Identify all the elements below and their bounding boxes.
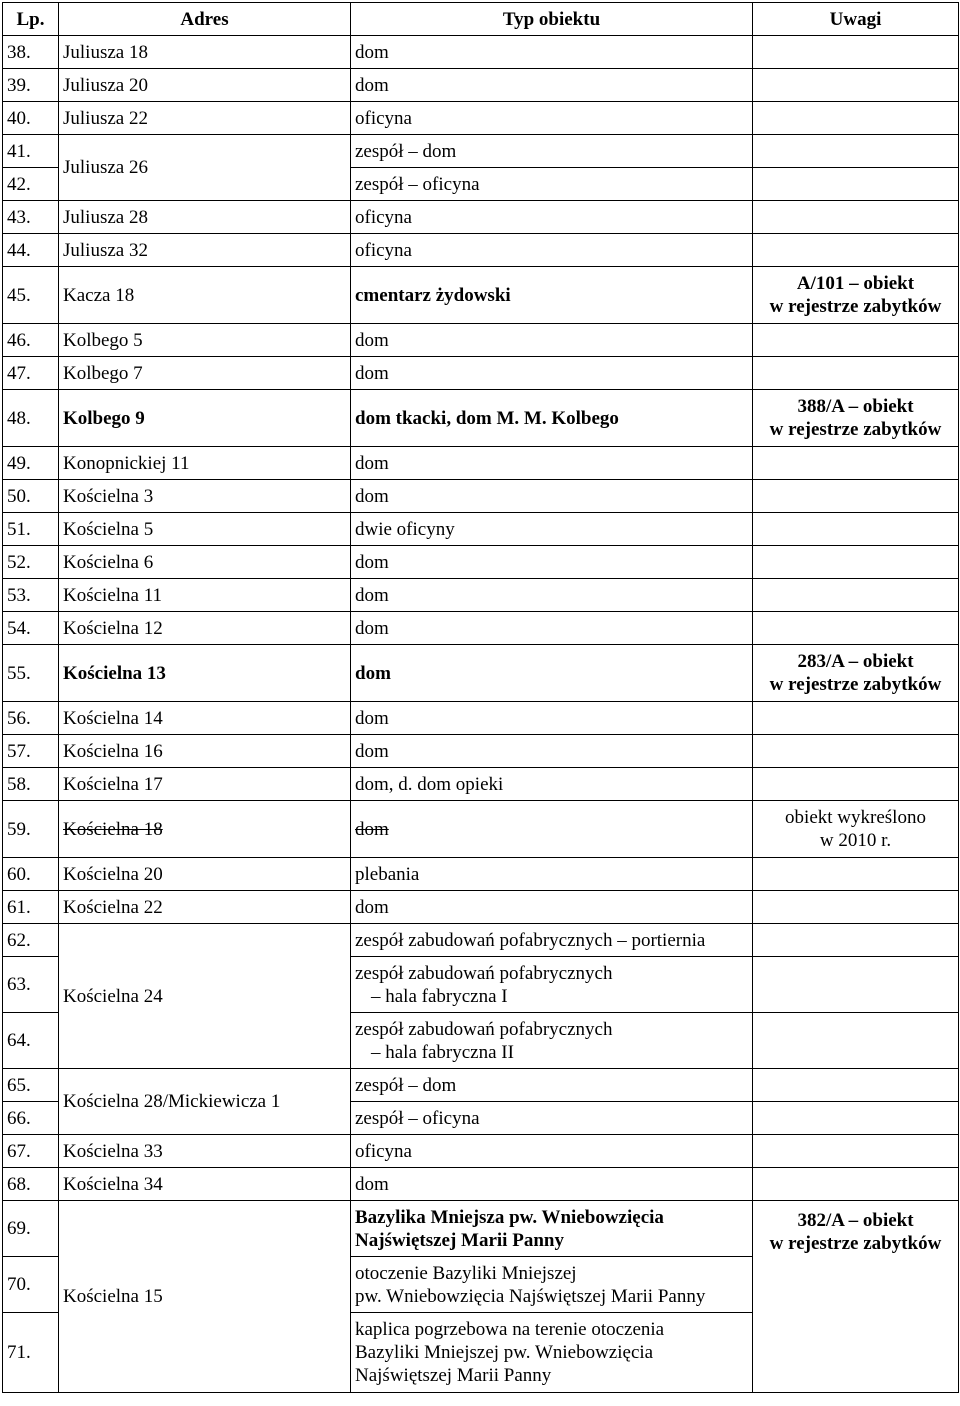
note-line: 283/A – obiekt [797,651,914,672]
group-adres: Kościelna 24 [59,924,351,1069]
row-uwagi [753,924,959,957]
row-lp: 46. [3,324,59,357]
group-adres: Kościelna 28/Mickiewicza 1 [59,1069,351,1135]
row-adres: Juliusza 32 [59,234,351,267]
table-row [3,546,959,579]
row-uwagi [753,69,959,102]
row-uwagi [753,1102,959,1135]
monuments-table [2,2,959,1393]
row-typ: dom [351,447,753,480]
note-line: w rejestrze zabytków [769,419,942,440]
row-lp: 48. [3,390,59,447]
table-row [3,357,959,390]
row-lp: 44. [3,234,59,267]
row-lp: 58. [3,768,59,801]
row-uwagi [753,480,959,513]
table-row [3,267,959,324]
row-adres: Kościelna 33 [59,1135,351,1168]
table-row [3,234,959,267]
row-uwagi [753,801,959,858]
group-adres: Kościelna 15 [59,1201,351,1393]
row-adres: Juliusza 22 [59,102,351,135]
row-typ: zespół – dom [351,135,753,168]
row-typ: dom [351,612,753,645]
note-line: 382/A – obiekt [797,1210,914,1231]
row-adres: Kościelna 22 [59,891,351,924]
row-adres: Kościelna 18 [59,801,351,858]
row-typ: dom [351,801,753,858]
row-typ: dom [351,36,753,69]
row-typ [351,1013,753,1069]
row-lp: 66. [3,1102,59,1135]
table-row [3,924,959,957]
row-typ: cmentarz żydowski [351,267,753,324]
row-lp: 53. [3,579,59,612]
row-typ: oficyna [351,201,753,234]
row-adres: Kościelna 12 [59,612,351,645]
row-lp: 71. [3,1313,59,1393]
row-uwagi [753,102,959,135]
note-line: A/101 – obiekt [796,273,915,294]
row-adres: Kolbego 5 [59,324,351,357]
table-row [3,1069,959,1102]
row-typ: dom [351,645,753,702]
row-uwagi [753,513,959,546]
row-uwagi [753,1013,959,1069]
note-line: w rejestrze zabytków [769,296,942,317]
row-uwagi [753,324,959,357]
row-typ: oficyna [351,1135,753,1168]
header-row [3,3,959,36]
table-row [3,702,959,735]
table-row [3,645,959,702]
row-typ [351,1201,753,1257]
row-typ: dom [351,324,753,357]
row-lp: 63. [3,957,59,1013]
row-lp: 68. [3,1168,59,1201]
row-typ: dom [351,579,753,612]
typ-line: Najświętszej Marii Panny [355,1229,564,1251]
row-uwagi [753,612,959,645]
note-line: 388/A – obiekt [797,396,914,417]
note-line: w 2010 r. [819,830,892,851]
row-lp: 57. [3,735,59,768]
row-typ: dom [351,735,753,768]
table-row [3,768,959,801]
row-typ: oficyna [351,102,753,135]
row-lp: 60. [3,858,59,891]
row-typ: oficyna [351,234,753,267]
typ-line: – hala fabryczna I [371,985,508,1007]
row-uwagi [753,168,959,201]
row-adres: Kościelna 6 [59,546,351,579]
row-lp: 52. [3,546,59,579]
row-typ: dom [351,702,753,735]
row-uwagi [753,390,959,447]
row-typ: dom [351,480,753,513]
table-row [3,36,959,69]
row-lp: 56. [3,702,59,735]
row-lp: 55. [3,645,59,702]
row-adres: Kościelna 20 [59,858,351,891]
row-typ: dom [351,546,753,579]
row-adres: Kościelna 5 [59,513,351,546]
row-lp: 70. [3,1257,59,1313]
row-adres: Kościelna 14 [59,702,351,735]
table-row [3,447,959,480]
table-row [3,858,959,891]
row-adres: Kościelna 3 [59,480,351,513]
row-uwagi [753,546,959,579]
header-typ: Typ obiektu [351,3,753,36]
typ-line: kaplica pogrzebowa na terenie otoczenia [355,1319,665,1340]
row-typ: dom [351,1168,753,1201]
typ-line: Bazylika Mniejsza pw. Wniebowzięcia [355,1206,664,1228]
row-typ: dwie oficyny [351,513,753,546]
row-lp: 38. [3,36,59,69]
row-uwagi [753,135,959,168]
row-adres: Kolbego 7 [59,357,351,390]
table-row [3,102,959,135]
row-uwagi [753,957,959,1013]
row-uwagi [753,702,959,735]
note-line: w rejestrze zabytków [769,674,942,695]
row-adres: Konopnickiej 11 [59,447,351,480]
row-uwagi [753,1168,959,1201]
row-uwagi [753,447,959,480]
row-adres: Kościelna 34 [59,1168,351,1201]
row-lp: 43. [3,201,59,234]
typ-line: Bazyliki Mniejszej pw. Wniebowzięcia [355,1342,654,1363]
row-uwagi [753,234,959,267]
row-lp: 50. [3,480,59,513]
row-adres: Kościelna 16 [59,735,351,768]
row-lp: 40. [3,102,59,135]
table-row [3,612,959,645]
row-lp: 67. [3,1135,59,1168]
typ-line: pw. Wniebowzięcia Najświętszej Marii Panny [355,1285,706,1307]
row-typ [351,957,753,1013]
row-uwagi [753,267,959,324]
typ-line: – hala fabryczna II [371,1041,514,1063]
note-line: obiekt wykreślono [785,807,926,828]
table-row [3,324,959,357]
row-lp: 62. [3,924,59,957]
row-typ: zespół – oficyna [351,168,753,201]
row-adres: Kacza 18 [59,267,351,324]
row-lp: 69. [3,1201,59,1257]
row-typ: zespół – oficyna [351,1102,753,1135]
group-adres: Juliusza 26 [59,135,351,201]
row-adres: Juliusza 20 [59,69,351,102]
table-row [3,891,959,924]
row-typ: zespół – dom [351,1069,753,1102]
table-row [3,801,959,858]
table-row [3,69,959,102]
row-uwagi [753,1135,959,1168]
typ-line: zespół zabudowań pofabrycznych [355,962,613,984]
table-row [3,480,959,513]
row-lp: 65. [3,1069,59,1102]
table-row [3,1201,959,1257]
row-uwagi [753,36,959,69]
row-typ: dom [351,357,753,390]
header-lp: Lp. [3,3,59,36]
row-typ: zespół zabudowań pofabrycznych – portiernia [351,924,753,957]
row-adres: Kościelna 13 [59,645,351,702]
row-lp: 42. [3,168,59,201]
row-lp: 54. [3,612,59,645]
table-row [3,1135,959,1168]
header-adres: Adres [59,3,351,36]
row-typ [351,1257,753,1313]
table-row [3,201,959,234]
table-row [3,735,959,768]
row-lp: 47. [3,357,59,390]
row-lp: 51. [3,513,59,546]
row-lp: 45. [3,267,59,324]
row-adres: Kolbego 9 [59,390,351,447]
row-uwagi [753,735,959,768]
row-adres: Kościelna 11 [59,579,351,612]
row-adres: Kościelna 17 [59,768,351,801]
row-typ: dom, d. dom opieki [351,768,753,801]
typ-line: otoczenie Bazyliki Mniejszej [355,1262,577,1284]
typ-line: Najświętszej Marii Panny [355,1365,552,1386]
row-uwagi [753,579,959,612]
row-adres: Juliusza 18 [59,36,351,69]
row-typ [351,1313,753,1393]
row-adres: Juliusza 28 [59,201,351,234]
row-lp: 39. [3,69,59,102]
table-row [3,135,959,168]
table-row [3,513,959,546]
row-lp: 61. [3,891,59,924]
row-lp: 59. [3,801,59,858]
row-typ: dom [351,891,753,924]
row-uwagi [753,891,959,924]
header-uwagi: Uwagi [753,3,959,36]
row-uwagi [753,201,959,234]
row-lp: 64. [3,1013,59,1069]
row-uwagi [753,357,959,390]
table-row [3,1168,959,1201]
row-typ: plebania [351,858,753,891]
row-typ: dom tkacki, dom M. M. Kolbego [351,390,753,447]
row-lp: 49. [3,447,59,480]
table-row [3,579,959,612]
row-uwagi [753,645,959,702]
note-line: w rejestrze zabytków [769,1233,942,1254]
row-uwagi [753,858,959,891]
row-lp: 41. [3,135,59,168]
typ-line: zespół zabudowań pofabrycznych [355,1018,613,1040]
row-uwagi [753,1069,959,1102]
row-uwagi [753,768,959,801]
row-typ: dom [351,69,753,102]
row-uwagi [753,1201,959,1393]
table-row [3,390,959,447]
